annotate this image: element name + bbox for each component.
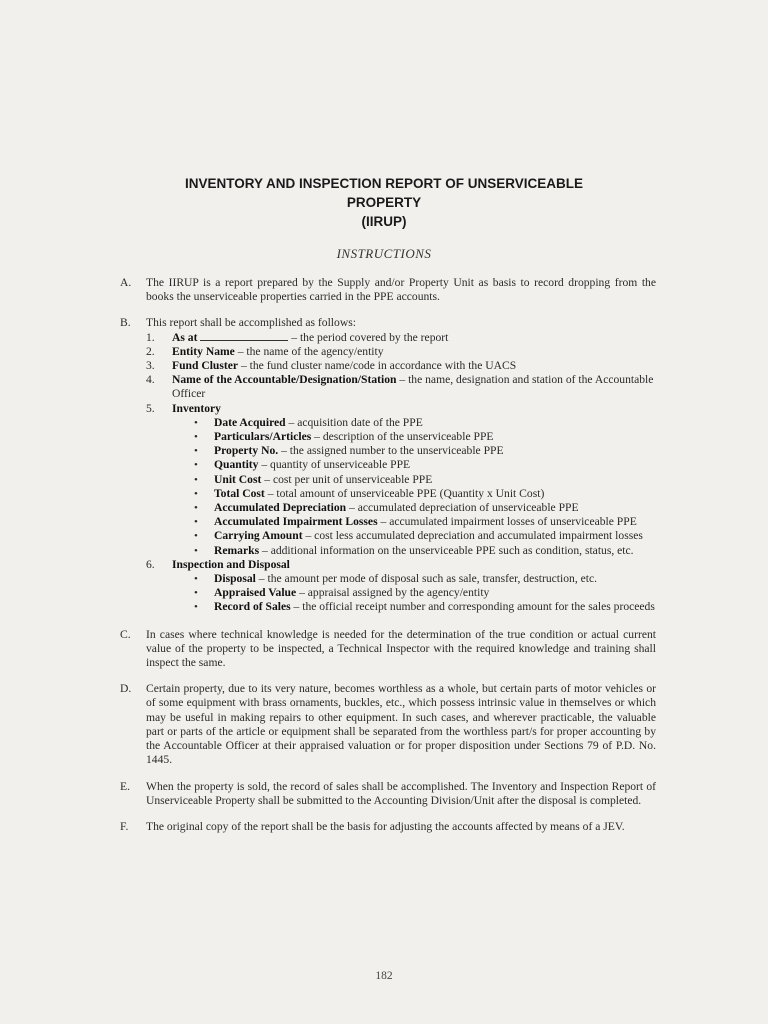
disposal-bullets [172,572,656,615]
bullet-desc: – cost per unit of unserviceable PPE [264,472,433,486]
item-term: Entity Name [172,344,235,358]
bullet-term: Remarks [214,543,260,557]
bullet-term: Property No. [214,444,279,458]
bullet-desc: – the official receipt number and corresponding amount for the sales proceeds [293,600,655,614]
bullet-term: Accumulated Impairment Losses [214,515,378,529]
bullet-desc: – accumulated impairment losses of unserviceable PPE [380,515,637,529]
bullet-icon: • [194,601,198,614]
bullet-icon: • [194,473,198,486]
page-number: 182 [375,970,393,982]
bullet-icon: • [194,416,198,429]
list-item [146,345,656,359]
section-a [120,276,656,304]
bullet-desc: – the amount per mode of disposal such as sale, transfer, destruction, etc. [258,572,598,586]
section-text: The IIRUP is a report prepared by the Supply and/or Property Unit as basis to record dropping from the books the unserviceable properties carried in the PPE accounts. [146,276,656,304]
section-text: Certain property, due to its very nature, becomes worthless as a whole, but certain parts of motor vehicles or of some equipment with brass ornaments, buckles, etc., which possess intrinsic value in themselves or which may be useful in making repairs to other equipment. In such cases, and wherever practicable, the valuable part or parts of the article or equipment shall be separated from the worthless part/s for proper accounting by the Accountable Officer at their appraised valuation or for proper disposition under Sections 79 of P.D. No. 1445. [146,682,656,767]
item-desc: – the fund cluster name/code in accordance with the UACS [240,359,517,373]
item-desc: – the name of the agency/entity [237,344,384,358]
instructions-heading: INSTRUCTIONS [336,246,432,261]
title-line-2: PROPERTY [346,195,422,210]
report-title [0,174,768,231]
bullet-term: Particulars/Articles [214,430,312,444]
section-letter: D. [120,682,132,696]
item-desc: – the name, designation and station of the Accountable Officer [172,373,654,401]
bullet-desc: – appraisal assigned by the agency/entity [299,586,490,600]
bullet-desc: – total amount of unserviceable PPE (Quantity x Unit Cost) [267,486,545,500]
section-intro: This report shall be accomplished as follows: [146,316,356,330]
bullet-icon: • [194,573,198,586]
bullet-term: Total Cost [214,486,265,500]
instructions-body [120,276,656,846]
section-letter: F. [120,819,129,833]
bullet-icon: • [194,445,198,458]
bullet-item [172,544,656,558]
list-item [146,359,656,373]
bullet-item [172,473,656,487]
bullet-icon: • [194,487,198,500]
item-term: Inventory [172,401,221,415]
bullet-icon: • [194,544,198,557]
item-term: Name of the Accountable/Designation/Station [172,373,397,387]
section-text: When the property is sold, the record of sales shall be accomplished. The Inventory and Inspection Report of Unserviceable Property shall be submitted to the Accounting Division/Unit after the disposal is completed. [146,779,656,807]
bullet-item [172,501,656,515]
bullet-term: Quantity [214,458,259,472]
section-letter: B. [120,316,131,330]
bullet-term: Disposal [214,572,256,586]
section-e [120,780,656,808]
section-c [120,628,656,671]
item-number: 1. [146,330,155,344]
bullet-term: Appraised Value [214,586,297,600]
bullet-desc: – accumulated depreciation of unserviceable PPE [349,501,579,515]
item-number: 5. [146,401,155,415]
item-number: 6. [146,557,155,571]
bullet-term: Record of Sales [214,600,291,614]
bullet-term: Date Acquired [214,415,286,429]
list-item [146,331,656,345]
item-term: Inspection and Disposal [172,557,290,571]
bullet-term: Accumulated Depreciation [214,501,347,515]
bullet-item [172,416,656,430]
bullet-item [172,586,656,600]
bullet-desc: – cost less accumulated depreciation and accumulated impairment losses [305,529,643,543]
bullet-icon: • [194,431,198,444]
item-term: Fund Cluster [172,359,239,373]
bullet-item [172,515,656,529]
inventory-bullets [172,416,656,558]
title-line-3: (IIRUP) [361,214,407,229]
bullet-item [172,600,656,614]
section-letter: A. [120,276,132,289]
bullet-icon: • [194,502,198,515]
bullet-icon: • [194,530,198,543]
bullet-item [172,572,656,586]
bullet-desc: – additional information on the unserviceable PPE such as condition, status, etc. [262,543,634,557]
item-number: 4. [146,373,155,387]
list-item [146,402,656,558]
bullet-item [172,458,656,472]
bullet-term: Carrying Amount [214,529,303,543]
list-item [146,558,656,615]
bullet-item [172,529,656,543]
bullet-desc: – acquisition date of the PPE [288,415,423,429]
section-text: In cases where technical knowledge is needed for the determination of the true condition or actual current value of the property to be inspected, a Technical Inspector with the required knowledge and training shall inspect the same. [146,627,656,670]
item-term: As at [172,330,198,344]
bullet-desc: – the assigned number to the unserviceable PPE [281,444,504,458]
bullet-icon: • [194,459,198,472]
list-item [146,373,656,401]
section-d [120,682,656,767]
bullet-desc: – quantity of unserviceable PPE [261,458,411,472]
item-number: 2. [146,344,155,358]
item-desc: – the period covered by the report [291,330,449,344]
bullet-term: Unit Cost [214,472,262,486]
bullet-item [172,430,656,444]
bullet-item [172,444,656,458]
section-b [120,316,656,614]
section-letter: C. [120,627,131,641]
section-letter: E. [120,779,130,793]
section-f [120,820,656,834]
item-number: 3. [146,359,155,373]
bullet-icon: • [194,587,198,600]
section-text: The original copy of the report shall be the basis for adjusting the accounts affected by means of a JEV. [146,819,625,833]
blank-line [200,331,288,341]
item-list [146,331,656,615]
bullet-desc: – description of the unserviceable PPE [314,430,494,444]
title-line-1: INVENTORY AND INSPECTION REPORT OF UNSERVICEABLE [184,176,584,191]
bullet-item [172,487,656,501]
bullet-icon: • [194,516,198,529]
